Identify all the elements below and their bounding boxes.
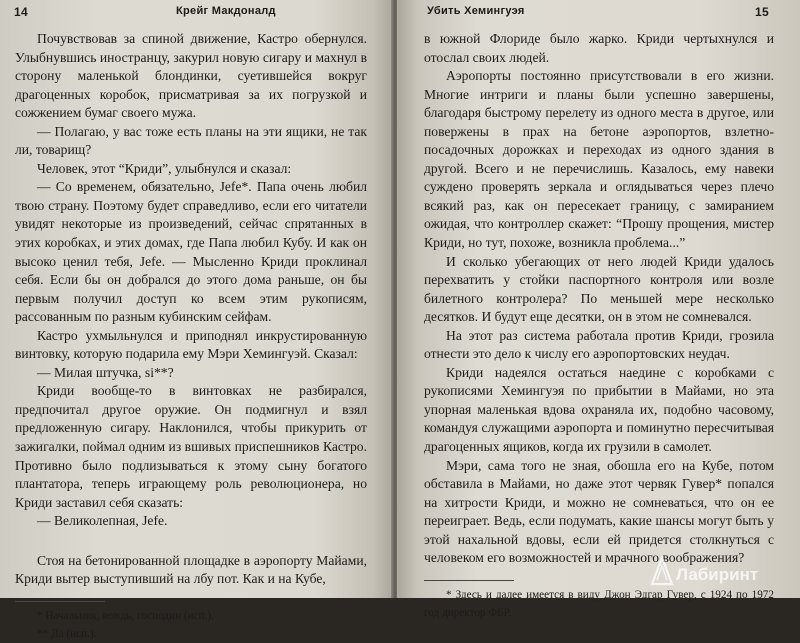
paragraph: Криди вообще-то в винтовках не разбирался, предпочитал другое оружие. Он подмигнул и взял предложенную сигару. Наклонился, чтобы прикурить от зажигалки, поймал одним из вшивых приспешников Кастро. Противно было подлизываться к этому сыну богатого плантатора, теперь играющему роль революционера, но Криди заставил себя сказать: xyxy=(15,383,367,510)
left-running-head: Крейг Макдоналд xyxy=(176,5,276,17)
right-page-number: 15 xyxy=(755,5,769,19)
paragraph: Человек, этот “Криди”, улыбнулся и сказал: xyxy=(37,160,292,176)
section-break xyxy=(15,531,367,552)
footnote-rule xyxy=(424,580,514,581)
footnote-rule xyxy=(15,601,105,602)
left-page-number: 14 xyxy=(14,5,28,19)
right-page-body xyxy=(424,30,774,622)
paragraph: Кастро ухмыльнулся и приподнял инкрустированную винтовку, которую подарила ему Мэри Хемингуэй. Сказал: xyxy=(15,327,367,362)
left-page xyxy=(0,0,393,640)
footnote: * Начальник, вождь, господин (исп.). xyxy=(37,609,214,622)
paragraph: И сколько убегающих от него людей Криди удалось перехватить у стойки паспортного контроля или возле билетного контролера? По меньшей мере несколько десятков. И будут еще десятки, он в этом не сомневался. xyxy=(424,253,774,325)
paragraph: — Великолепная, Jefe. xyxy=(37,513,168,529)
paragraph: — Милая штучка, si**? xyxy=(37,364,174,380)
right-page xyxy=(397,0,800,619)
paragraph: На этот раз система работала против Криди, грозила отнести это дело к числу его аэропортовских неудач. xyxy=(424,327,774,362)
paragraph: Мэри, сама того не зная, обошла его на Кубе, потом обставила в Майами, но даже этот червяк Гувер* попался на хитрости Криди, и можно не сомневаться, что он ее переиграет. Ведь, если подумать, какие шансы могут быть у этой нахальной вдовы, если ей придется столкнуться с человеком его возможностей и мрачного воображения? xyxy=(424,457,774,566)
paragraph: в южной Флориде было жарко. Криди чертыхнулся и отослал своих людей. xyxy=(424,31,774,65)
watermark-triangle-icon xyxy=(652,558,672,584)
footnote: ** Да (исп.). xyxy=(37,627,97,640)
paragraph: — Полагаю, у вас тоже есть планы на эти ящики, не так ли, товарищ? xyxy=(15,123,367,158)
paragraph: Почувствовав за спиной движение, Кастро обернулся. Улыбнувшись иностранцу, закурил новую сигару и махнул в сторону маленькой блондинки, суетившейся вокруг драгоценных коробок, присматривая за их погрузкой и сожжением бумаг своего мужа. xyxy=(15,31,367,121)
watermark-text: Лабиринт xyxy=(676,565,759,584)
paragraph: Стоя на бетонированной площадке в аэропорту Майами, Криди вытер выступивший на лбу пот. Как и на Кубе, xyxy=(15,552,367,587)
labirint-watermark xyxy=(646,550,774,590)
paragraph: — Со временем, обязательно, Jefe*. Папа очень любил твою страну. Поэтому будет справедливо, если его читатели увидят некоторые из произведений, сейчас спрятанных в этих коробках, и этих домах, где Папа любил Кубу. И как он высоко ценил тебя, Jefe. — Мысленно Криди проклинал себя. Если бы он добрался до этого дома раньше, он бы первым получил доступ ко всем этим рукописям, рассованным по разным кубинским сейфам. xyxy=(15,179,367,325)
footnote: * Здесь и далее имеется в виду Джон Эдгар Гувер, с 1924 по 1972 год директор ФБР. xyxy=(424,588,774,619)
left-page-body xyxy=(15,30,367,643)
right-running-head: Убить Хемингуэя xyxy=(427,5,525,17)
paragraph: Аэропорты постоянно присутствовали в его жизни. Многие интриги и планы были успешно завершены, благодаря быстрому перелету из одного места в другое, или повержены в прах на бетоне аэропортов, взлетно-посадочных дорожках и переходах из одного здания в другой. Всего и не перечислишь. Казалось, ему навеки суждено проверять зеркала и оглядываться через плечо всякий раз, как он пересекает границу, с замиранием ожидая, что контроллер скажет: “Прошу прощения, мистер Криди, но тут, похоже, возникла проблема...” xyxy=(424,68,774,251)
paragraph: Криди надеялся остаться наедине с коробками с рукописями Хемингуэя по прибытии в Майами, но эта упорная маленькая вдова охраняла их, подобно часовому, командуя служащими аэропорта и поминутно пересчитывая драгоценных ящиков, когда их грузили в самолет. xyxy=(424,364,774,455)
